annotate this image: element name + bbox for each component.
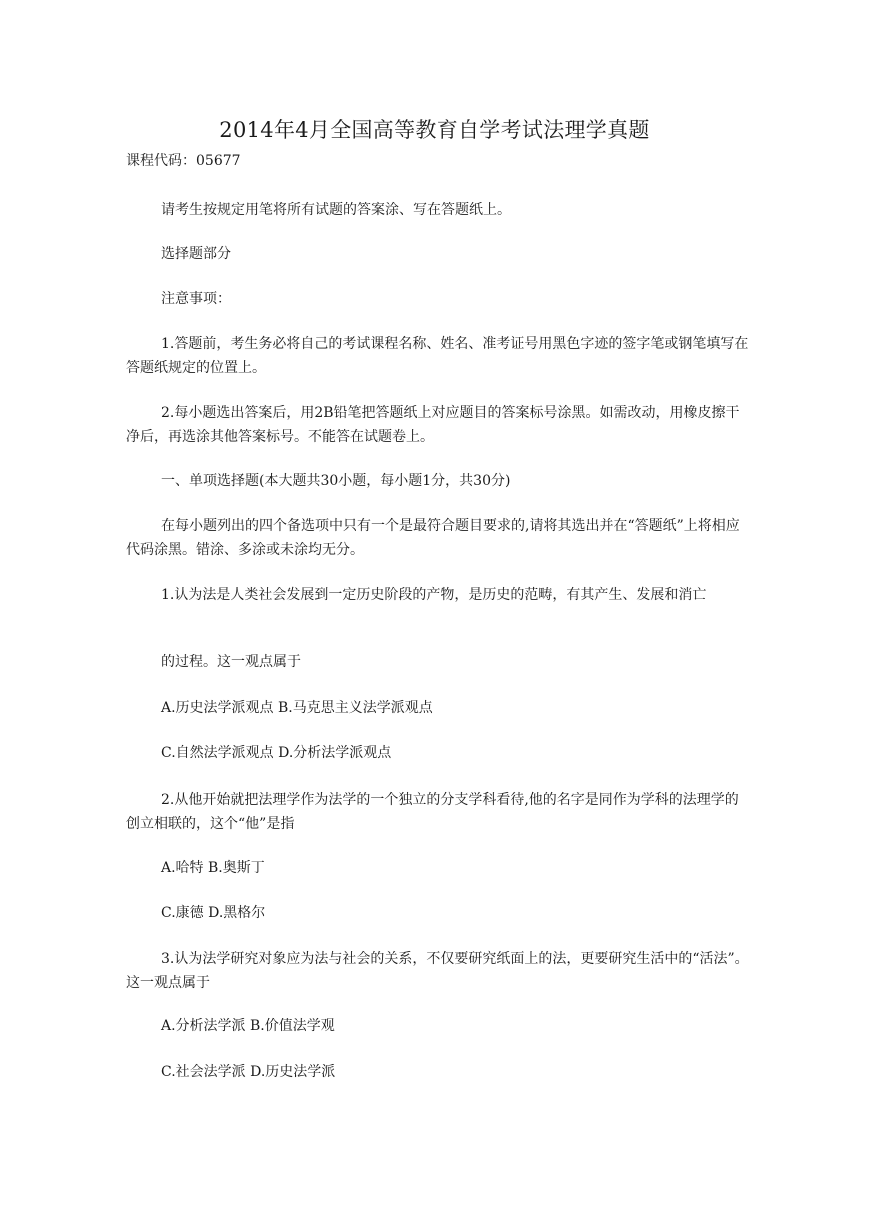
question-1: 1.认为法是人类社会发展到一定历史阶段的产物，是历史的范畴，有其产生、发展和消亡	[161, 587, 707, 603]
question-2-options-cd: C.康德 D.黑格尔	[161, 905, 266, 921]
notice-heading: 注意事项：	[161, 291, 231, 307]
section-instructions: 在每小题列出的四个备选项中只有一个是最符合题目要求的,请将其选出并在“答题纸”上将相应代码涂黑。错涂、多涂或未涂均无分。	[126, 518, 740, 558]
section-heading-single-choice: 一、单项选择题(本大题共30小题，每小题1分，共30分)	[161, 473, 511, 489]
course-code: 课程代码：05677	[126, 153, 241, 169]
notice-item-1: 1.答题前，考生务必将自己的考试课程名称、姓名、准考证号用黑色字迹的签字笔或钢笔填写在答题纸规定的位置上。	[126, 336, 749, 376]
question-1-continued: 的过程。这一观点属于	[161, 654, 301, 670]
question-1-options-cd: C.自然法学派观点 D.分析法学派观点	[161, 745, 392, 761]
question-2: 2.从他开始就把法理学作为法学的一个独立的分支学科看待,他的名字是同作为学科的法理学的创立相联的，这个“他”是指	[126, 792, 739, 832]
paragraph-instruction: 请考生按规定用笔将所有试题的答案涂、写在答题纸上。	[161, 202, 511, 218]
section-heading-choice: 选择题部分	[161, 246, 231, 262]
question-1-options-ab: A.历史法学派观点 B.马克思主义法学派观点	[161, 700, 433, 716]
document-title: 2014年4月全国高等教育自学考试法理学真题	[219, 118, 650, 142]
notice-item-2: 2.每小题选出答案后，用2B铅笔把答题纸上对应题目的答案标号涂黑。如需改动，用橡皮擦干净后，再选涂其他答案标号。不能答在试题卷上。	[126, 405, 740, 445]
question-3-options-ab: A.分析法学派 B.价值法学观	[161, 1018, 335, 1034]
question-3: 3.认为法学研究对象应为法与社会的关系，不仅要研究纸面上的法，更要研究生活中的“活法”。这一观点属于	[126, 951, 749, 991]
question-3-options-cd: C.社会法学派 D.历史法学派	[161, 1064, 336, 1080]
question-2-options-ab: A.哈特 B.奥斯丁	[161, 860, 265, 876]
